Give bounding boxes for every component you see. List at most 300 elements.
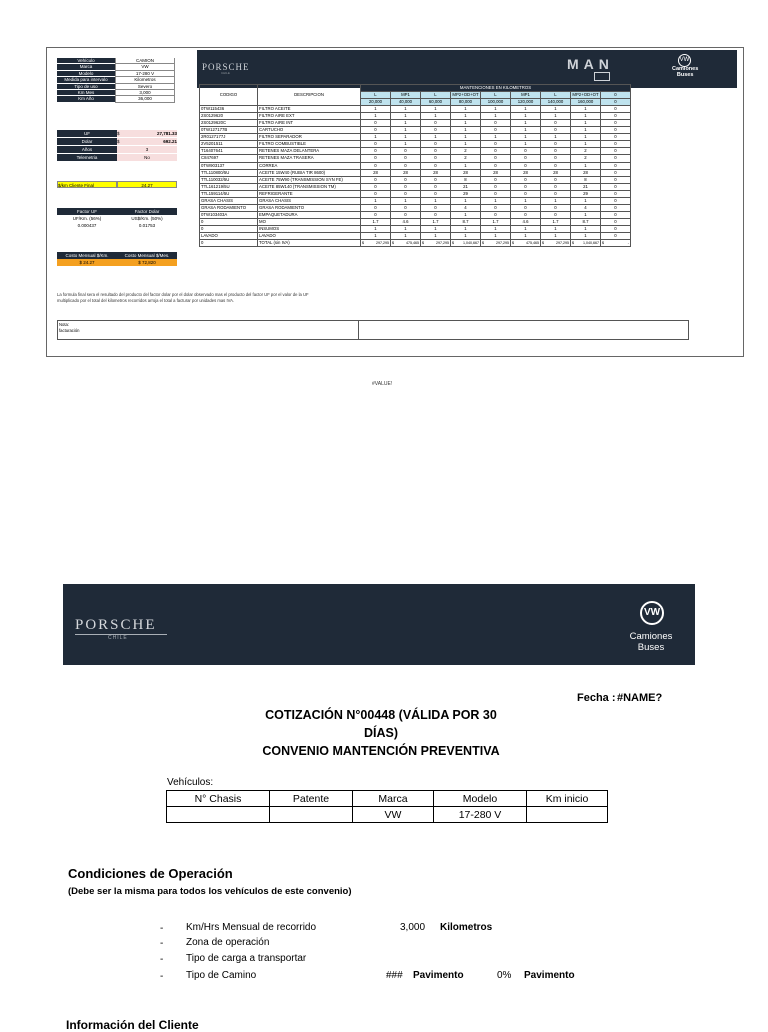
uf-label: UF	[57, 130, 117, 137]
qty-cell: 0	[481, 127, 511, 134]
qty-cell: 1	[511, 141, 541, 148]
man-lion-icon	[594, 72, 610, 81]
km-cell: 20,000	[361, 99, 391, 106]
qty-cell: 0	[421, 183, 451, 190]
spec-key: Km Año	[57, 96, 115, 102]
qty-cell: 1.7	[421, 218, 451, 225]
qty-cell: 0	[391, 190, 421, 197]
codigo-cell: TTL159114/5U	[200, 190, 258, 197]
descripcion-cell: MO	[258, 218, 361, 225]
qty-cell: 1	[571, 225, 601, 232]
qty-cell: 0	[601, 106, 631, 113]
table-row	[200, 120, 631, 127]
total-currency: $	[512, 241, 514, 246]
km-mensual-unit: Kilometros	[440, 922, 493, 933]
table-row	[200, 106, 631, 113]
qty-cell: 0	[601, 204, 631, 211]
qty-cell: 0	[391, 211, 421, 218]
veh-header: Marca	[353, 791, 434, 807]
descripcion-cell: FILTRO COMBUSTIBLE	[258, 141, 361, 148]
bullet-dash: -	[160, 971, 164, 982]
table-row	[200, 225, 631, 232]
col-descripcion: DESCRIPCION	[258, 85, 361, 106]
qty-cell: 0	[481, 120, 511, 127]
total-currency: $	[422, 241, 424, 246]
qty-cell: 28	[451, 169, 481, 176]
costo-km-label: Costo Mensual $/Km.	[57, 252, 117, 259]
descripcion-cell: RETENES MAZA DELANTERA	[258, 148, 361, 155]
porsche-chile: CHILE	[221, 71, 230, 75]
codigo-cell: 0TW127177B	[200, 127, 258, 134]
total-cell	[601, 240, 631, 247]
qty-cell: 2	[571, 155, 601, 162]
qty-cell: 1	[361, 106, 391, 113]
descripcion-cell: FILTRO AIRE EXT	[258, 113, 361, 120]
vehiculos-label: Vehículos:	[167, 777, 214, 788]
qty-cell: 1	[511, 225, 541, 232]
qty-cell: 0	[511, 148, 541, 155]
table-row	[200, 183, 631, 190]
codigo-cell: 0TW903137	[200, 162, 258, 169]
qty-cell: 0	[481, 176, 511, 183]
qty-cell: 1	[481, 106, 511, 113]
qty-cell: 1	[571, 197, 601, 204]
descripcion-cell: INSUMOS	[258, 225, 361, 232]
qty-cell: 0	[601, 113, 631, 120]
table-row	[200, 134, 631, 141]
maintenance-table	[199, 84, 631, 247]
qty-cell: 1	[421, 113, 451, 120]
qty-cell: 0	[421, 190, 451, 197]
qty-cell: 4	[451, 204, 481, 211]
qty-cell: 0	[361, 141, 391, 148]
qty-cell: 1	[511, 120, 541, 127]
total-currency: $	[542, 241, 544, 246]
total-value: 297,295	[556, 241, 569, 246]
dolar-sym: $	[117, 138, 127, 145]
qty-cell: 0	[541, 162, 571, 169]
qty-cell: 1	[391, 106, 421, 113]
qty-cell: 1	[391, 197, 421, 204]
spec-key: Medida para intervalo	[57, 77, 115, 83]
qty-cell: 1	[541, 232, 571, 239]
qty-cell: 1	[481, 232, 511, 239]
qty-cell: 0	[391, 148, 421, 155]
qty-cell: 1	[541, 197, 571, 204]
camino-unit-2: Pavimento	[524, 970, 575, 981]
qty-cell: 0	[601, 176, 631, 183]
codigo-cell: TTL161219/5U	[200, 183, 258, 190]
factor-uf-label: Factor UF	[57, 208, 117, 215]
qty-cell: 0	[481, 155, 511, 162]
table-row	[200, 141, 631, 148]
table-row	[200, 113, 631, 120]
fecha-label: Fecha :	[577, 692, 616, 704]
qty-cell: 0	[541, 204, 571, 211]
qty-cell: 0	[481, 162, 511, 169]
qty-cell: 1	[511, 127, 541, 134]
type-cell: MP1	[511, 92, 541, 99]
spec-key: Km Mes	[57, 90, 115, 96]
total-row	[200, 240, 631, 247]
qty-cell: 1	[541, 113, 571, 120]
qty-cell: 1	[571, 106, 601, 113]
porsche-logo-large: PORSCHE	[75, 617, 157, 633]
type-cell: MP1	[391, 92, 421, 99]
qty-cell: 0	[601, 183, 631, 190]
qty-cell: 0	[541, 190, 571, 197]
table-row	[200, 148, 631, 155]
anos-value: 3	[117, 146, 177, 153]
qty-cell: 21	[451, 183, 481, 190]
quote-title	[248, 706, 514, 760]
qty-cell: 1	[421, 232, 451, 239]
km-cliente-value: 24.27	[117, 181, 177, 188]
qty-cell: 1	[571, 134, 601, 141]
porsche-logo: PORSCHE	[202, 62, 250, 72]
total-value: 297,295	[376, 241, 389, 246]
descripcion-cell: FILTRO AIRE INT	[258, 120, 361, 127]
qty-cell: 4	[571, 204, 601, 211]
man-logo: MAN	[567, 56, 614, 72]
qty-cell: 4.6	[511, 218, 541, 225]
total-currency: $	[482, 241, 484, 246]
total-cell	[541, 240, 571, 247]
km-cell: 40,000	[391, 99, 421, 106]
qty-cell: 1	[541, 106, 571, 113]
qty-cell: 1	[451, 120, 481, 127]
qty-cell: 0	[391, 176, 421, 183]
qty-cell: 0	[361, 120, 391, 127]
factor-box	[57, 208, 177, 229]
qty-cell: 0	[541, 176, 571, 183]
quote-banner	[63, 584, 695, 665]
spec-value: Severo	[115, 84, 175, 90]
qty-cell: 21	[571, 183, 601, 190]
codigo-cell: GRASA CHASIS	[200, 197, 258, 204]
descripcion-cell: CORREA	[258, 162, 361, 169]
table-row	[200, 127, 631, 134]
sheet-header-band	[197, 50, 737, 88]
spec-key: Modelo	[57, 71, 115, 77]
camino-unit-1: Pavimento	[413, 970, 464, 981]
dolar-label: Dolar	[57, 138, 117, 145]
type-cell: L	[481, 92, 511, 99]
fecha-value: #NAME?	[617, 692, 663, 704]
factor-dolar-value: 0.01753	[138, 223, 156, 228]
camiones-text: Camiones	[672, 66, 699, 72]
veh-header: Km inicio	[527, 791, 608, 807]
qty-cell: 0	[361, 155, 391, 162]
qty-cell: 2	[451, 148, 481, 155]
camino-value-2: 0%	[497, 970, 512, 981]
vw-logo-icon: VW	[678, 54, 691, 67]
qty-cell: 0	[361, 183, 391, 190]
km-mensual-label: Km/Hrs Mensual de recorrido	[186, 922, 317, 933]
qty-cell: 0	[421, 120, 451, 127]
qty-cell: 1	[571, 120, 601, 127]
spec-value: 36,000	[115, 96, 175, 102]
qty-cell: 0	[481, 183, 511, 190]
veh-km-cell[interactable]	[527, 807, 608, 823]
total-value: 297,295	[496, 241, 509, 246]
qty-cell: 0	[541, 120, 571, 127]
qty-cell: 1.7	[541, 218, 571, 225]
total-label: TOTAL (sin IVA)	[258, 240, 361, 247]
qty-cell: 28	[421, 169, 451, 176]
codigo-cell: 2V5201511	[200, 141, 258, 148]
uf-value: 27,781.33	[127, 130, 177, 137]
nota-sub: facturación	[59, 327, 80, 333]
qty-cell: 0	[511, 162, 541, 169]
qty-cell: 0	[361, 127, 391, 134]
factor-uf-value: 0.000437	[77, 223, 97, 228]
condiciones-title: Condiciones de Operación	[68, 866, 233, 881]
total-value: 297,295	[436, 241, 449, 246]
qty-cell: 0	[391, 183, 421, 190]
qty-cell: 1	[391, 232, 421, 239]
codigo-cell: GRASA RODAMIENTO	[200, 204, 258, 211]
km-cell: 100,000	[481, 99, 511, 106]
vehicle-spec-box	[57, 58, 177, 103]
total-cell	[481, 240, 511, 247]
km-cell: 60,000	[421, 99, 451, 106]
qty-cell: 1	[571, 127, 601, 134]
qty-cell: 1	[451, 141, 481, 148]
qty-cell: 1	[481, 134, 511, 141]
qty-cell: 0	[421, 141, 451, 148]
km-cell: 160,000	[571, 99, 601, 106]
codigo-cell: TTL110032/5U	[200, 176, 258, 183]
qty-cell: 0	[391, 162, 421, 169]
qty-cell: 1.7	[361, 218, 391, 225]
uf-sym: $	[117, 130, 127, 137]
qty-cell: 0	[601, 232, 631, 239]
table-row	[200, 155, 631, 162]
veh-header: Modelo	[434, 791, 527, 807]
factor-dolar-sub: US$/Km. (50%)	[131, 216, 163, 221]
bullet-dash: -	[160, 938, 164, 949]
vehicles-table	[166, 790, 608, 823]
costo-box	[57, 252, 177, 266]
camiones-buses-large	[620, 631, 682, 653]
qty-cell: 0	[361, 176, 391, 183]
table-row	[200, 232, 631, 239]
costo-mes-label: Costo Mensual $/Mes.	[117, 252, 177, 259]
qty-cell: 0	[361, 204, 391, 211]
tipo-carga-label: Tipo de carga a transportar	[186, 953, 307, 964]
descripcion-cell: GRASA CHASIS	[258, 197, 361, 204]
qty-cell: 1	[451, 113, 481, 120]
table-row	[200, 190, 631, 197]
qty-cell: 0	[601, 197, 631, 204]
qty-cell: 0	[601, 162, 631, 169]
qty-cell: 0	[601, 218, 631, 225]
qty-cell: 0	[361, 211, 391, 218]
qty-cell: 0	[481, 204, 511, 211]
qty-cell: 0	[481, 211, 511, 218]
qty-cell: 1	[571, 141, 601, 148]
qty-cell: 1	[361, 225, 391, 232]
factor-uf-sub: UF/Km. (56%)	[72, 216, 102, 221]
qty-cell: 0	[601, 190, 631, 197]
camino-value-1: ###	[386, 970, 403, 981]
qty-cell: 0	[601, 148, 631, 155]
qty-cell: 1	[511, 232, 541, 239]
qty-cell: 0	[511, 190, 541, 197]
spec-key: Tipo de uso	[57, 84, 115, 90]
qty-cell: 0	[601, 127, 631, 134]
km-mensual-value: 3,000	[400, 922, 426, 933]
qty-cell: 0	[391, 204, 421, 211]
nota-box-right	[359, 320, 689, 340]
total-cell	[571, 240, 601, 247]
km-cell: 120,000	[511, 99, 541, 106]
qty-cell: 0	[391, 155, 421, 162]
veh-header: N° Chasis	[167, 791, 270, 807]
total-cell	[391, 240, 421, 247]
total-currency: $	[572, 241, 574, 246]
qty-cell: 8.7	[571, 218, 601, 225]
qty-cell: 1	[481, 197, 511, 204]
total-cell	[511, 240, 541, 247]
qty-cell: 29	[571, 190, 601, 197]
veh-modelo-cell[interactable]: 17-280 V	[434, 807, 527, 823]
col-codigo: CODIGO	[200, 85, 258, 106]
qty-cell: 1	[451, 225, 481, 232]
descripcion-cell: RETENES MAZA TRASERA	[258, 155, 361, 162]
spec-key: Marca	[57, 64, 115, 70]
qty-cell: 1	[421, 225, 451, 232]
total-cell	[361, 240, 391, 247]
dolar-value: 692.21	[127, 138, 177, 145]
qty-cell: 0	[601, 141, 631, 148]
spec-value: 3,000	[115, 90, 175, 96]
buses-text: Buses	[637, 642, 665, 653]
qty-cell: 1	[451, 232, 481, 239]
codigo-cell: 2R0127177J	[200, 134, 258, 141]
qty-cell: 0	[481, 148, 511, 155]
tele-label: Telemetria	[57, 154, 117, 161]
qty-cell: 1	[361, 232, 391, 239]
qty-cell: 1	[421, 197, 451, 204]
value-error: #VALUE!	[372, 381, 393, 387]
nota-label: Nota:	[59, 322, 70, 327]
bullet-dash: -	[160, 923, 164, 934]
qty-cell: 8	[451, 176, 481, 183]
qty-cell: 1	[391, 225, 421, 232]
total-value: 475,465	[526, 241, 539, 246]
qty-cell: 1	[451, 162, 481, 169]
spec-value: VW	[115, 64, 175, 70]
veh-patente-cell[interactable]	[270, 807, 353, 823]
total-value: -	[627, 241, 629, 246]
qty-cell: 0	[601, 120, 631, 127]
qty-cell: 1	[451, 197, 481, 204]
qty-cell: 8.7	[451, 218, 481, 225]
qty-cell: 0	[481, 190, 511, 197]
qty-cell: 28	[571, 169, 601, 176]
codigo-cell: 0TW115436	[200, 106, 258, 113]
codigo-cell: 0	[200, 225, 258, 232]
qty-cell: 0	[421, 162, 451, 169]
qty-cell: 1	[511, 106, 541, 113]
spec-key: Vehículo	[57, 58, 115, 64]
qty-cell: 0	[511, 183, 541, 190]
qty-cell: 0	[421, 176, 451, 183]
qty-cell: 1	[481, 225, 511, 232]
qty-cell: 1	[451, 127, 481, 134]
veh-chasis-cell[interactable]	[167, 807, 270, 823]
qty-cell: 1	[391, 120, 421, 127]
qty-cell: 0	[421, 155, 451, 162]
qty-cell: 0	[541, 127, 571, 134]
costo-km-value: $ 24.27	[57, 259, 117, 266]
total-currency: $	[452, 241, 454, 246]
total-value: 475,465	[406, 241, 419, 246]
table-row	[200, 211, 631, 218]
qty-cell: 28	[361, 169, 391, 176]
qty-cell: 1	[391, 127, 421, 134]
qty-cell: 0	[361, 162, 391, 169]
qty-cell: 28	[481, 169, 511, 176]
qty-cell: 0	[421, 204, 451, 211]
qty-cell: 0	[421, 127, 451, 134]
km-cell: 140,000	[541, 99, 571, 106]
type-cell: L	[421, 92, 451, 99]
tele-value: No	[117, 154, 177, 161]
table-row	[200, 218, 631, 225]
qty-cell: 28	[511, 169, 541, 176]
quote-title-line2: CONVENIO MANTENCIÓN PREVENTIVA	[262, 744, 500, 758]
veh-marca-cell[interactable]: VW	[353, 807, 434, 823]
qty-cell: 1	[361, 113, 391, 120]
descripcion-cell: REFRIGERANTE	[258, 190, 361, 197]
qty-cell: 1	[511, 197, 541, 204]
qty-cell: 0	[361, 148, 391, 155]
km-cliente-label: $/km Cliente Final	[57, 181, 117, 188]
descripcion-cell: GRASA RODAMIENTO	[258, 204, 361, 211]
codigo-cell: TTL110800/5U	[200, 169, 258, 176]
qty-cell: 1	[511, 134, 541, 141]
qty-cell: 0	[541, 141, 571, 148]
qty-cell: 0	[541, 211, 571, 218]
qty-cell: 1	[391, 134, 421, 141]
codigo-cell: T16407641	[200, 148, 258, 155]
qty-cell: 0	[361, 190, 391, 197]
condiciones-subtitle: (Debe ser la misma para todos los vehículos de este convenio)	[68, 886, 352, 897]
rates-box	[57, 130, 177, 161]
total-currency: $	[362, 241, 364, 246]
bullet-dash: -	[160, 954, 164, 965]
total-currency: $	[392, 241, 394, 246]
total-cell	[451, 240, 481, 247]
qty-cell: 4.6	[391, 218, 421, 225]
qty-cell: 1	[421, 106, 451, 113]
summary-sheet	[46, 47, 744, 357]
qty-cell: 1	[421, 134, 451, 141]
porsche-chile-large: CHILE	[108, 635, 128, 641]
qty-cell: 1	[451, 134, 481, 141]
table-row	[200, 169, 631, 176]
qty-cell: 29	[451, 190, 481, 197]
qty-cell: 0	[541, 183, 571, 190]
qty-cell: 28	[541, 169, 571, 176]
codigo-cell: 2S0129620	[200, 113, 258, 120]
qty-cell: 1	[391, 113, 421, 120]
codigo-cell: 0TW103403A	[200, 211, 258, 218]
codigo-cell: 0	[200, 218, 258, 225]
